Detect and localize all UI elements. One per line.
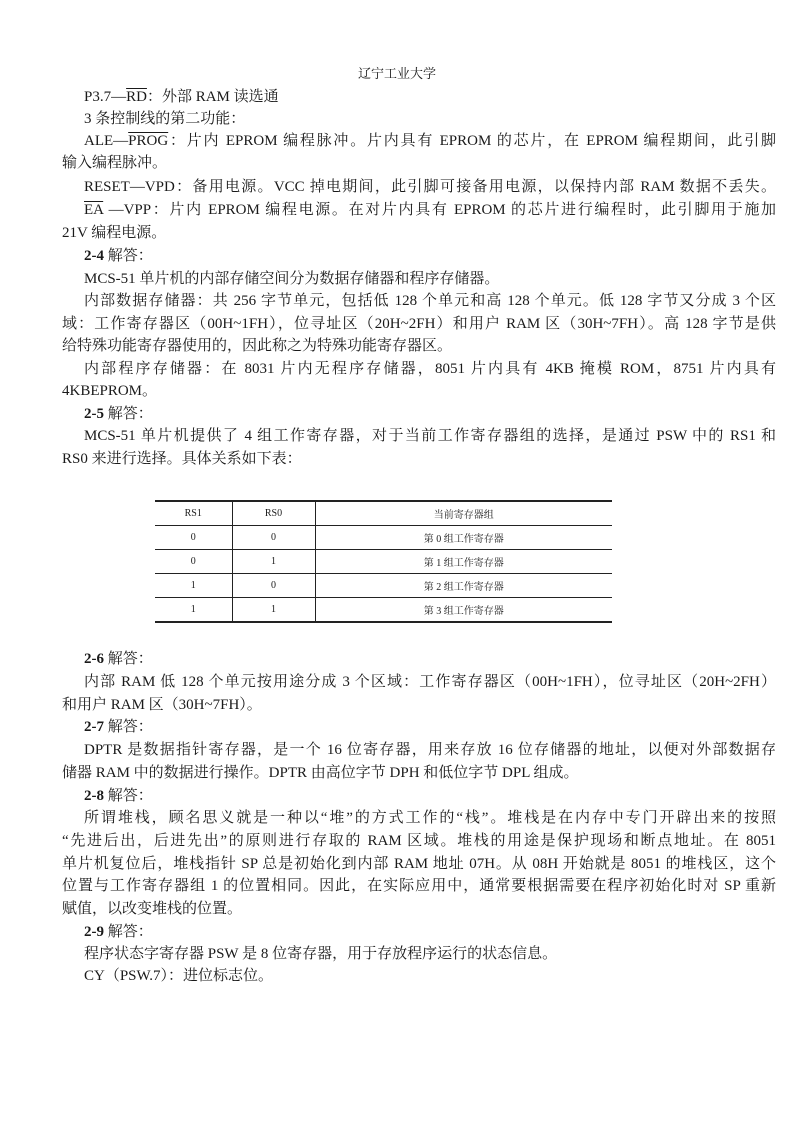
paragraph-line: 位置与工作寄存器组 1 的位置相同。因此，在实际应用中，通常要根据需要在程序初始化时对 SP 重新 [62, 878, 776, 894]
paragraph-line: 21V 编程电源。 [62, 225, 167, 241]
cell: 第 3 组工作寄存器 [315, 598, 612, 623]
paragraph-line: 储器 RAM 中的数据进行操作。DPTR 由高位字节 DPH 和低位字节 DPL 组成。 [62, 765, 579, 781]
paragraph-line: RS0 来进行选择。具体关系如下表： [62, 451, 302, 467]
paragraph-line: MCS-51 单片机提供了 4 组工作寄存器，对于当前工作寄存器组的选择，是通过 PSW 中的 RS1 和 [84, 428, 776, 444]
header-rs0: RS0 [232, 501, 315, 526]
paragraph-line: RESET—VPD：备用电源。VCC 掉电期间，此引脚可接备用电源，以保持内部 RAM 数据不丢失。 [84, 179, 776, 195]
paragraph-line: 4KBEPROM。 [62, 383, 158, 399]
paragraph-line: 输入编程脉冲。 [62, 155, 168, 171]
paragraph-line: 内部数据存储器：共 256 字节单元，包括低 128 个单元和高 128 个单元。低 128 字节又分成 3 个区 [84, 293, 776, 309]
paragraph-line: 单片机复位后，堆栈指针 SP 总是初始化到内部 RAM 地址 07H。从 08H 开始就是 8051 的堆栈区，这个 [62, 856, 776, 872]
cell: 0 [190, 532, 196, 543]
section-heading-2-9: 2-9 解答： [84, 924, 153, 940]
table-row [155, 574, 612, 598]
cell: 第 1 组工作寄存器 [315, 550, 612, 574]
paragraph-line: 3 条控制线的第二功能： [84, 111, 246, 127]
cell: 第 0 组工作寄存器 [315, 526, 612, 550]
cell: 0 [232, 574, 315, 598]
cell: 1 [232, 598, 315, 623]
paragraph-line: 给特殊功能寄存器使用的，因此称之为特殊功能寄存器区。 [62, 338, 453, 354]
section-heading-2-5: 2-5 解答： [84, 406, 153, 422]
cell: 1 [190, 580, 196, 591]
table-header-row [155, 501, 612, 526]
register-bank-table [155, 500, 612, 623]
section-heading-2-4: 2-4 解答： [84, 248, 153, 264]
paragraph-line: CY（PSW.7）：进位标志位。 [84, 968, 274, 984]
cell: 0 [232, 526, 315, 550]
paragraph-line: 所谓堆栈，顾名思义就是一种以“堆”的方式工作的“栈”。堆栈是在内存中专门开辟出来的按照 [84, 810, 776, 826]
cell: 第 2 组工作寄存器 [315, 574, 612, 598]
paragraph-line: 程序状态字寄存器 PSW 是 8 位寄存器，用于存放程序运行的状态信息。 [84, 946, 558, 962]
cell: 0 [190, 556, 196, 567]
table-row [155, 550, 612, 574]
paragraph-line: $\overline{EA}$ —VPP：片内 EPROM 编程电源。在对片内具有 EPROM 的芯片进行编程时，此引脚用于施加 [84, 202, 776, 218]
paragraph-line: $P3.7—\overline{RD}$：外部 RAM 读选通 [84, 89, 279, 105]
paragraph-line: “先进后出，后进先出”的原则进行存取的 RAM 区域。堆栈的用途是保护现场和断点地址。在 8051 [62, 833, 776, 849]
paragraph-line: ALE—PROG：片内 EPROM 编程脉冲。片内具有 EPROM 的芯片，在 EPROM 编程期间，此引脚 [84, 133, 776, 149]
paragraph-line: 内部 RAM 低 128 个单元按用途分成 3 个区域：工作寄存器区（00H~1FH），位寻址区（20H~2FH） [84, 674, 776, 690]
header-rs1: RS1 [184, 508, 202, 519]
table-row [155, 598, 612, 623]
header-bank: 当前寄存器组 [315, 501, 612, 526]
paragraph-line: 和用户 RAM 区（30H~7FH）。 [62, 697, 262, 713]
section-heading-2-6: 2-6 解答： [84, 651, 153, 667]
section-heading-2-8: 2-8 解答： [84, 788, 153, 804]
cell: 1 [190, 604, 196, 615]
paragraph-line: MCS-51 单片机的内部存储空间分为数据存储器和程序存储器。 [84, 271, 500, 287]
paragraph-line: 内部程序存储器：在 8031 片内无程序存储器，8051 片内具有 4KB 掩模 ROM，8751 片内具有 [84, 361, 776, 377]
paragraph-line: DPTR 是数据指针寄存器，是一个 16 位寄存器，用来存放 16 位存储器的地址，以便对外部数据存 [84, 742, 776, 758]
page-header: 辽宁工业大学 [357, 66, 436, 81]
table-row [155, 526, 612, 550]
section-heading-2-7: 2-7 解答： [84, 719, 153, 735]
paragraph-line: 赋值，以改变堆栈的位置。 [62, 901, 243, 917]
paragraph-line: 域：工作寄存器区（00H~1FH），位寻址区（20H~2FH）和用户 RAM 区（30H~7FH）。高 128 字节是供 [62, 316, 776, 332]
cell: 1 [232, 550, 315, 574]
